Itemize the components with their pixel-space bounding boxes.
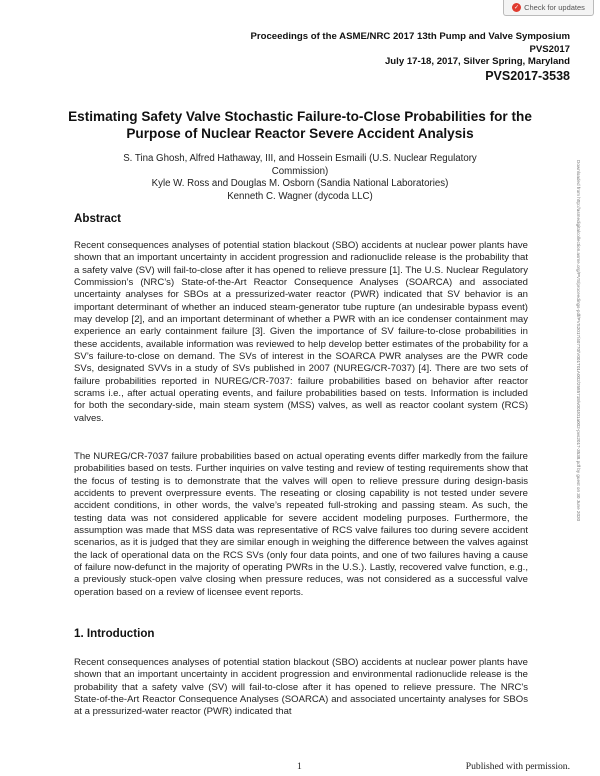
paper-id: PVS2017-3538	[485, 68, 570, 83]
check-for-updates-label: Check for updates	[524, 3, 585, 12]
permission-note: Published with permission.	[465, 761, 570, 772]
paper-title: Estimating Safety Valve Stochastic Failure-to-Close Probabilities for the Purpose of Nuclear Reactor Severe Accident Analysis	[68, 109, 532, 141]
proceedings-header	[250, 31, 570, 83]
abstract-paragraph-1: Recent consequences analyses of potential station blackout (SBO) accidents at nuclear power plants have shown that an important uncertainty in accident progression and radionuclide release is the probability that a safety valve (SV) will fail-to-close after it has opened to relieve pressure [1]. The U.S. Nuclear Regulatory Commission’s (NRC’s) State-of-the-Art Reactor Consequence Analyses (SOARCA) and associated uncertainty analyses for SBOs at a pressurized-water reactor (PWR) indicated that SV behavior is an important determinant of whether an induced steam-generator tube rupture (an undesirable bypass event) may develop [2], and an important determinant of whether a PWR with an ice condenser containment may experience an early containment failure [3]. Given the importance of SV failure-to-close probabilities in these accidents, available information was reviewed to help develop better estimates of the probability for a SV’s failure-to-close on demand. The SVs of interest in the SOARCA PWR analyses are the PWR code SVs, designated SVVs in a study of SVs published in 2007 (NUREG/CR-7037) [4]. There are two sets of failure probabilities reported in NUREG/CR-7037: failure probabilities based on behavior after reactor scrams i.e., after actual operating events, and failure probabilities based on tests. Information is included for both the secondary-side, main steam system (MSS) valves, as well as reactor coolant system (RCS) valves.	[74, 240, 528, 424]
proceedings-title: Proceedings of the ASME/NRC 2017 13th Pump and Valve Symposium	[250, 31, 570, 42]
authors-nrc: S. Tina Ghosh, Alfred Hathaway, III, and Hossein Esmaili (U.S. Nuclear Regulatory Commission)	[123, 153, 477, 177]
download-watermark	[575, 160, 581, 590]
author-block	[96, 153, 504, 203]
download-watermark-text: Downloaded from http://asmedigitalcollection.asme.org/PVS/proceedings-pdf/PVS2017/40770/V001T01A002/2585718/v001t01a002-pvs2017-3538.pdf by guest on 30 June 2020	[576, 160, 581, 522]
check-for-updates-badge[interactable]	[503, 0, 594, 16]
authors-sandia: Kyle W. Ross and Douglas M. Osborn (Sandia National Laboratories)	[151, 178, 449, 189]
update-icon: ✓	[514, 4, 520, 11]
symposium-date-location: July 17-18, 2017, Silver Spring, Maryland	[384, 56, 570, 67]
introduction-paragraph-1: Recent consequences analyses of potential station blackout (SBO) accidents at nuclear power plants have shown that an important uncertainty in accident progression and environmental radionuclide release is the probability that a safety valve (SV) will fail-to-close after it has opened to relieve pressure. The NRC's State-of-the-Art Reactor Consequence Analyses (SOARCA) and associated uncertainty analyses for SBOs at a pressurized-water reactor (PWR) indicated that	[74, 657, 528, 718]
introduction-heading: 1. Introduction	[74, 627, 155, 640]
authors-dycoda: Kenneth C. Wagner (dycoda LLC)	[227, 190, 373, 202]
abstract-paragraph-2: The NUREG/CR-7037 failure probabilities based on actual operating events differ markedly from the failure probabilities based on tests. Further inquiries on valve testing and review of testing requirements show that the focus of testing is to demonstrate that the valves will open to relieve pressure during design-basis accidents to prevent overpressure events. The reseating or closing capability is not tested under severe accident conditions, in other words, the valve’s repeated full-stroking and passing steam. As such, the testing data was not considered applicable for severe accident modeling purposes. Furthermore, the assumption was made that MSS data was representative of RCS valve failures too during severe accident scenarios, as it is judged that they are similar enough in weighing the difference between the valves against the lack of operational data on the RCS SVs (only four data points, and one of two failures having a cause of failure now-defunct in the majority of operating PWRs in the U.S.). Lastly, recovered valve function, e.g., a previously stuck-open valve closing when pressure reduces, was not considered as a successful valve operation based on a review of licensee event reports.	[74, 451, 528, 598]
symposium-code: PVS2017	[529, 43, 570, 55]
page-number: 1	[297, 761, 302, 772]
abstract-heading: Abstract	[74, 212, 122, 225]
